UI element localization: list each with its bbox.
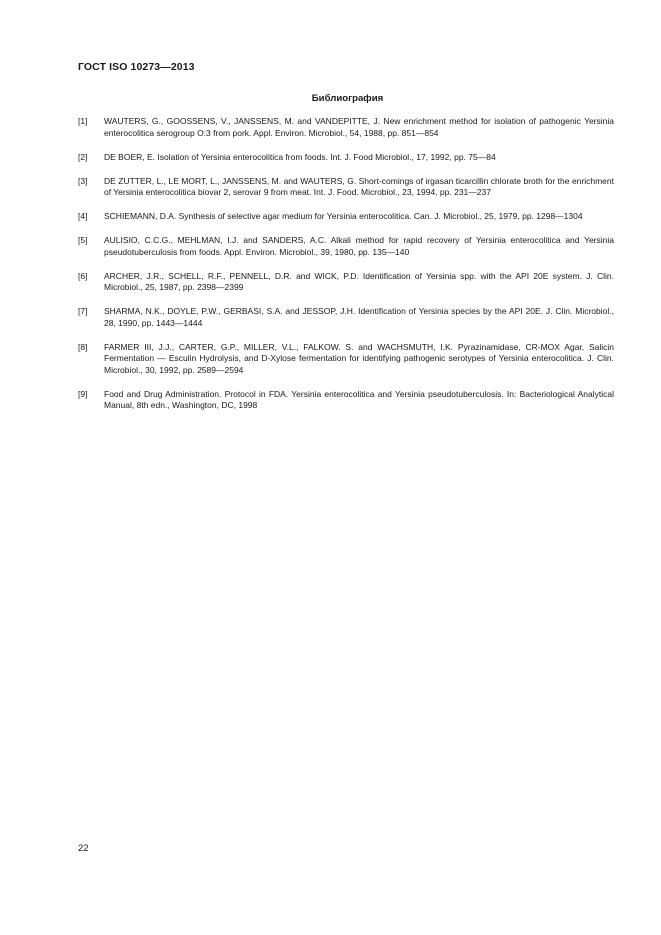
reference-item [78,306,614,329]
reference-item [78,389,614,412]
reference-item [78,116,614,139]
reference-text: WAUTERS, G., GOOSSENS, V., JANSSENS, M. and VANDEPITTE, J. New enrichment method for isolation of pathogenic Yersinia enterocolitica serogroup O:3 from pork. Appl. Environ. Microbiol., 54, 1988, pp. 851—854 [104,116,614,138]
reference-text: FARMER III, J.J., CARTER, G.P., MILLER, V.L., FALKOW. S. and WACHSMUTH, I.K. Pyrazinamidase, CR-MOX Agar, Salicin Fermentation — Esculin Hydrolysis, and D-Xylose fermentation for identifying pathogenic serotypes of Yersinia enterocolitica. J. Clin. Microbiol., 30, 1992, pp. 2589—2594 [104,341,614,375]
reference-number: [4] [78,211,88,221]
reference-text: Food and Drug Administration. Protocol in FDA. Yersinia enterocolitica and Yersinia pseudotuberculosis. In: Bacteriological Analytical Manual, 8th edn., Washington, DC, 1998 [104,388,614,410]
reference-text: ARCHER, J.R., SCHELL, R.F., PENNELL, D.R. and WICK, P.D. Identification of Yersinia spp. with the API 20E system. J. Clin. Microbiol., 25, 1987, pp. 2398—2399 [104,270,614,292]
reference-number: [2] [78,151,88,162]
reference-number: [6] [78,270,88,281]
reference-list [78,116,614,424]
reference-item [78,152,614,164]
reference-item [78,271,614,294]
bibliography-title [0,93,661,104]
reference-number: [9] [78,388,88,399]
reference-item [78,176,614,199]
reference-number: [1] [78,116,88,126]
reference-item [78,342,614,377]
reference-text: DE BOER, E. Isolation of Yersinia enterocolitica from foods. Int. J. Food Microbiol., 17, 1992, pp. 75—84 [104,151,496,162]
reference-text: DE ZUTTER, L., LE MORT, L., JANSSENS, M. and WAUTERS, G. Short-comings of irgasan ticarcillin chlorate broth for the enrichment of Yersinia enterocolitica biovar 2, serovar 9 from meat. Int. J. Food. Microbiol., 23, 1994, pp. 231—237 [104,175,614,197]
reference-number: [5] [78,235,88,245]
document-header: ГОСТ ISO 10273—2013 [78,61,195,73]
reference-number: [3] [78,175,88,186]
reference-text: AULISIO, C.C.G., MEHLMAN, I.J. and SANDERS, A.C. Alkali method for rapid recovery of Yersinia enterocolitica and Yersinia pseudotuberculosis from foods. Appl. Environ. Microbiol., 39, 1980, pp. 135—140 [104,235,614,257]
reference-item [78,211,614,223]
reference-text: SCHIEMANN, D.A. Synthesis of selective agar medium for Yersinia enterocolitica. Can. J. Microbiol., 25, 1979, pp. 1298—1304 [104,211,583,221]
reference-text: SHARMA, N.K., DOYLE, P.W., GERBASI, S.A. and JESSOP, J.H. Identification of Yersinia species by the API 20E. J. Clin. Microbiol., 28, 1990, pp. 1443—1444 [104,306,614,328]
page-number: 22 [78,843,89,854]
reference-item [78,235,614,258]
reference-number: [7] [78,306,88,316]
reference-number: [8] [78,341,88,352]
bibliography-title-text: Библиография [311,93,384,104]
